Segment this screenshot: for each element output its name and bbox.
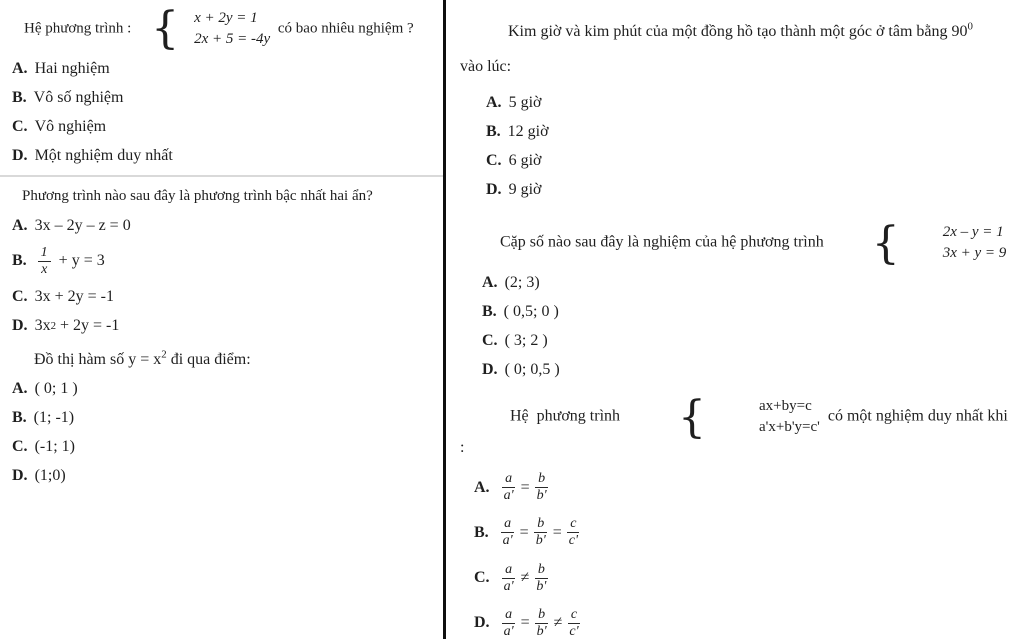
option-a [12, 59, 435, 79]
option-label: C. [482, 332, 498, 350]
option-content [504, 302, 559, 322]
option-content [35, 117, 107, 137]
question-title [460, 14, 1014, 84]
option-label: D. [12, 467, 28, 485]
option-content [509, 151, 542, 171]
option-label: D. [482, 361, 498, 379]
horizontal-section-rule [0, 175, 443, 177]
text-segment: 12 giờ [507, 123, 549, 141]
question-3 [12, 350, 435, 487]
system-brace: { [678, 391, 707, 443]
fraction [566, 516, 581, 549]
option-d [482, 360, 1014, 380]
option-label: B. [474, 523, 489, 541]
text-segment: Cặp số nào sau đây là nghiệm của hệ phương trình [500, 234, 828, 252]
system-equation: x + 2y = 1 [194, 10, 258, 26]
fraction-denominator: b' [535, 533, 546, 549]
option-label: C. [474, 569, 490, 587]
question-6 [460, 391, 1014, 639]
text-segment: Vô số nghiệm [33, 89, 124, 106]
equation-system [832, 217, 1007, 269]
option-label: B. [482, 303, 497, 321]
superscript: 0 [967, 20, 973, 33]
text-segment: Đồ thị hàm số y = x [34, 350, 162, 368]
option-content [497, 471, 554, 504]
system-equation: 2x + 5 = -4y [194, 31, 271, 47]
option-content [35, 59, 110, 79]
fraction-numerator: b [535, 562, 548, 579]
fraction-denominator: a' [502, 533, 513, 549]
option-content [35, 437, 75, 457]
option-c [12, 437, 435, 457]
option-b [12, 88, 435, 108]
option-c [474, 562, 1014, 595]
text-segment: ( 0,5; 0 ) [503, 303, 559, 321]
option-c [482, 331, 1014, 351]
option-a [12, 379, 435, 399]
text-segment: + y = 3 [54, 252, 105, 270]
fraction-denominator: a' [503, 488, 514, 504]
text-segment: Vô nghiệm [34, 118, 107, 135]
system-lines [182, 8, 270, 50]
fraction [501, 562, 517, 595]
option-label: B. [486, 123, 501, 141]
option-content [34, 245, 105, 278]
fraction [533, 516, 549, 549]
text-segment: có một nghiệm duy nhất khi : [460, 408, 1012, 457]
question-title [12, 350, 435, 371]
option-d [12, 316, 435, 336]
fraction-denominator: b' [536, 488, 547, 504]
option-label: C. [12, 438, 28, 456]
question-title [12, 187, 435, 207]
text-segment: = [520, 614, 530, 632]
text-segment: ( 3; 2 ) [504, 332, 548, 350]
question-title [460, 391, 1014, 459]
text-segment: Hệ phương trình [510, 408, 625, 426]
text-segment: ( 0; 1 ) [34, 380, 78, 398]
text-segment: 9 giờ [508, 181, 542, 199]
system-brace: { [151, 3, 180, 55]
option-label: D. [474, 614, 490, 632]
option-label: A. [12, 380, 28, 398]
option-d [474, 607, 1014, 639]
option-c [12, 117, 435, 137]
option-label: B. [12, 409, 27, 427]
text-segment: (1; -1) [33, 409, 75, 427]
text-segment: = [552, 523, 562, 541]
option-label: D. [12, 316, 28, 334]
option-a [12, 216, 435, 236]
option-a [482, 273, 1014, 293]
option-label: D. [486, 181, 502, 199]
option-label: A. [482, 274, 498, 292]
option-content [497, 607, 586, 639]
question-2 [12, 187, 435, 336]
fraction-denominator: x [41, 261, 48, 277]
text-segment: đi qua điểm: [166, 350, 251, 368]
text-segment: 3x + 2y = -1 [34, 287, 114, 305]
text-segment: ≠ [553, 614, 563, 632]
fraction-numerator: c [567, 516, 579, 533]
question-4 [460, 14, 1014, 200]
system-equation: a'x+b'y=c' [759, 419, 820, 436]
fraction-numerator: b [535, 607, 548, 624]
option-content [505, 273, 540, 293]
option-label: A. [12, 60, 28, 77]
option-label: B. [12, 252, 27, 270]
text-segment: Kim giờ và kim phút của một đồng hồ tạo thành một góc ở tâm bằng 90 [508, 23, 968, 40]
text-segment: Phương trình nào sau đây là phương trình bậc nhất hai ẩn? [22, 188, 373, 204]
option-content [35, 146, 173, 166]
system-equation: 3x + y = 9 [942, 245, 1007, 262]
question-5 [460, 217, 1014, 380]
option-content [505, 331, 548, 351]
question-title [460, 217, 1014, 269]
fraction [534, 471, 550, 504]
question-1 [12, 3, 435, 166]
superscript: 2 [161, 348, 167, 361]
fraction [500, 516, 516, 549]
option-content [34, 408, 74, 428]
fraction-denominator: b' [536, 623, 547, 639]
option-label: D. [12, 147, 28, 164]
option-a [474, 471, 1014, 504]
text-segment: (-1; 1) [34, 438, 75, 456]
right-column [446, 0, 1024, 639]
fraction-numerator: b [534, 516, 547, 533]
option-label: A. [486, 94, 502, 112]
option-label: A. [12, 216, 28, 234]
fraction [566, 607, 581, 639]
system-lines [903, 222, 1007, 264]
option-b [486, 122, 1014, 142]
option-d [12, 466, 435, 486]
fraction-numerator: c [568, 607, 580, 624]
text-segment: 5 giờ [508, 94, 542, 112]
option-d [12, 146, 435, 166]
option-content [505, 360, 560, 380]
fraction-numerator: a [502, 471, 515, 488]
option-content [35, 379, 78, 399]
fraction [534, 607, 550, 639]
fraction-denominator: c' [568, 533, 578, 549]
text-segment: ≠ [520, 569, 530, 587]
equation-system [139, 3, 271, 55]
system-equation: 2x – y = 1 [942, 224, 1004, 241]
option-label: C. [12, 118, 28, 135]
text-segment: 6 giờ [508, 152, 542, 170]
option-content [509, 93, 542, 113]
text-segment: (1;0) [34, 467, 66, 485]
option-content [509, 180, 542, 200]
option-b [12, 408, 435, 428]
fraction [38, 245, 51, 278]
text-segment: Hai nghiệm [34, 60, 110, 77]
fraction-denominator: b' [536, 578, 547, 594]
fraction-numerator: a [502, 607, 515, 624]
fraction-numerator: a [501, 516, 514, 533]
system-equation: ax+by=c [759, 398, 812, 415]
question-title [12, 3, 435, 55]
text-segment: = [520, 478, 530, 496]
option-content [34, 88, 124, 108]
option-content [35, 287, 114, 307]
fraction [501, 471, 517, 504]
option-b [474, 516, 1014, 549]
option-b [482, 302, 1014, 322]
option-content [497, 562, 554, 595]
left-column [0, 0, 443, 639]
option-content [496, 516, 585, 549]
fraction-denominator: a' [503, 578, 514, 594]
system-brace: { [871, 217, 900, 269]
equation-system [628, 391, 820, 443]
text-segment: (2; 3) [504, 274, 540, 292]
text-segment: 3x [34, 316, 51, 334]
fraction-numerator: 1 [38, 245, 51, 262]
fraction [501, 607, 517, 639]
text-segment: có bao nhiêu nghiệm ? [274, 20, 414, 37]
option-content [508, 122, 549, 142]
text-segment: Một nghiệm duy nhất [34, 147, 173, 164]
text-segment: 3x – 2y – z = 0 [34, 216, 131, 234]
text-segment: = [519, 523, 529, 541]
fraction-denominator: a' [503, 623, 514, 639]
option-b [12, 245, 435, 278]
text-segment: + 2y = -1 [56, 316, 120, 334]
option-d [486, 180, 1014, 200]
option-content [35, 216, 131, 236]
option-a [486, 93, 1014, 113]
option-c [486, 151, 1014, 171]
option-label: A. [474, 478, 490, 496]
text-segment: vào lúc: [460, 58, 512, 76]
fraction-numerator: b [535, 471, 548, 488]
fraction-denominator: c' [569, 623, 579, 639]
fraction-numerator: a [502, 562, 515, 579]
text-segment: Hệ phương trình : [24, 20, 136, 37]
option-label: B. [12, 89, 27, 106]
option-label: C. [486, 152, 502, 170]
system-lines [709, 396, 820, 438]
text-segment: ( 0; 0,5 ) [504, 361, 560, 379]
option-c [12, 287, 435, 307]
option-content: 3x 2 + 2y = -1 [34, 316, 120, 334]
option-content [35, 466, 66, 486]
fraction [533, 562, 549, 595]
option-label: C. [12, 287, 28, 305]
